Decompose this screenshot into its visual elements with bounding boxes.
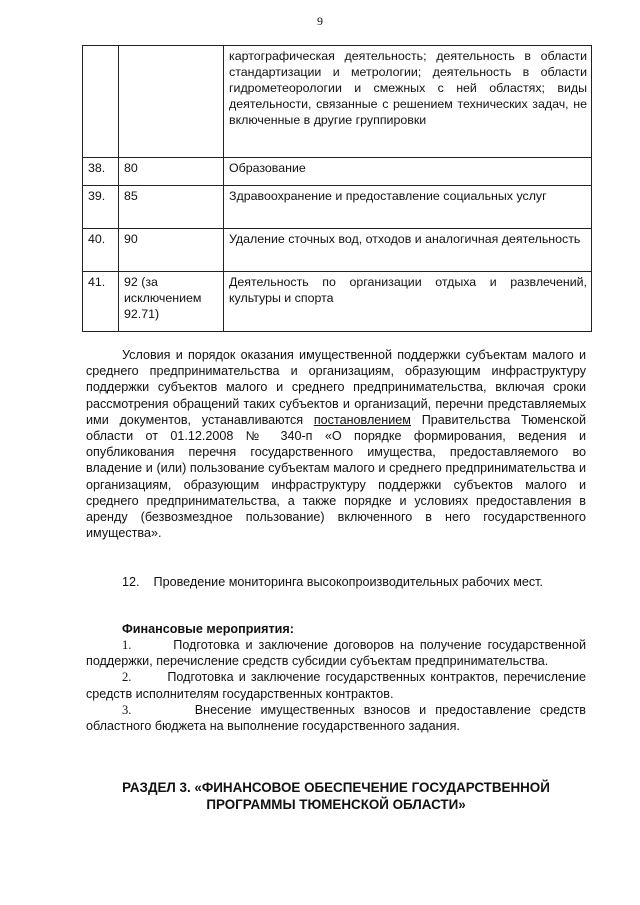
item-text: Подготовка и заключение договоров на получение государственной поддержки, перечисление средств субсидии субъектам предпринимательства.: [86, 638, 587, 669]
okved-code: 80: [119, 158, 224, 186]
resolution-link[interactable]: постановлением: [313, 412, 411, 427]
list-item: [86, 637, 586, 669]
okved-table: [82, 45, 592, 332]
page-number: 9: [317, 14, 323, 28]
table-row: [83, 46, 592, 158]
support-conditions-paragraph: [86, 347, 586, 541]
row-number: 39.: [83, 186, 119, 229]
financial-title: Финансовые мероприятия:: [122, 622, 294, 636]
okved-code: 85: [119, 186, 224, 229]
row-number: 41.: [83, 272, 119, 332]
activity-name: Здравоохранение и предоставление социальных услуг: [224, 186, 592, 229]
table-row: [83, 158, 592, 186]
item-number: 12.: [122, 575, 140, 589]
row-number: 38.: [83, 158, 119, 186]
paragraph-text: Условия и порядок оказания имущественной поддержки субъектам малого и среднего предпринимательства и организациям, образующим инфраструктуру поддержки субъектов малого и среднего предпринимательства, включая сроки рассмотрения обращений таких субъектов и организаций, перечни представляемых ими документов, устанавливаются: [86, 348, 586, 427]
table-row: [83, 272, 592, 332]
table-row: [83, 229, 592, 272]
row-number: 40.: [83, 229, 119, 272]
okved-code: 92 (за исключением 92.71): [119, 272, 224, 332]
activity-name: Деятельность по организации отдыха и развлечений, культуры и спорта: [224, 272, 592, 332]
item-number: 3.: [122, 702, 132, 717]
section-heading-line: РАЗДЕЛ 3. «ФИНАНСОВОЕ ОБЕСПЕЧЕНИЕ ГОСУДАРСТВЕННОЙ: [122, 780, 550, 795]
item-text: Внесение имущественных взносов и предоставление средств областного бюджета на выполнение государственного задания.: [86, 702, 586, 734]
section-heading: [86, 779, 586, 813]
list-item: [86, 702, 586, 734]
paragraph-text: Правительства Тюменской области от 01.12.2008 № 340-п «О порядке формирования, ведения и опубликования перечня государственного имущества, предоставляемого во владение и (или) пользование субъектам малого и среднего предпринимательства и организациям, образующим инфраструктуру поддержки субъектов малого и среднего предпринимательства, а также порядке и условиях предоставления в аренду (безвозмездное пользование) включенного в него государственного имущества».: [86, 412, 586, 541]
activity-name: картографическая деятельность; деятельность в области стандартизации и метрологии; деятельность в области гидрометеорологии и смежных с ней областях; виды деятельности, связанные с решением технических задач, не включенные в другие группировки: [224, 46, 592, 158]
row-number: [83, 46, 119, 158]
section-heading-line: ПРОГРАММЫ ТЮМЕНСКОЙ ОБЛАСТИ»: [206, 797, 466, 812]
item-12: [86, 574, 586, 590]
okved-code: 90: [119, 229, 224, 272]
table-row: [83, 186, 592, 229]
item-number: 1.: [122, 638, 132, 652]
item-number: 2.: [122, 670, 132, 685]
financial-list: [86, 637, 586, 734]
list-item: [86, 669, 586, 701]
activity-name: Образование: [224, 158, 592, 186]
item-text: Проведение мониторинга высокопроизводительных рабочих мест.: [153, 575, 544, 589]
okved-code: [119, 46, 224, 158]
item-text: Подготовка и заключение государственных контрактов, перечисление средств исполнителям государственных контрактов.: [86, 670, 586, 701]
activity-name: Удаление сточных вод, отходов и аналогичная деятельность: [224, 229, 592, 272]
